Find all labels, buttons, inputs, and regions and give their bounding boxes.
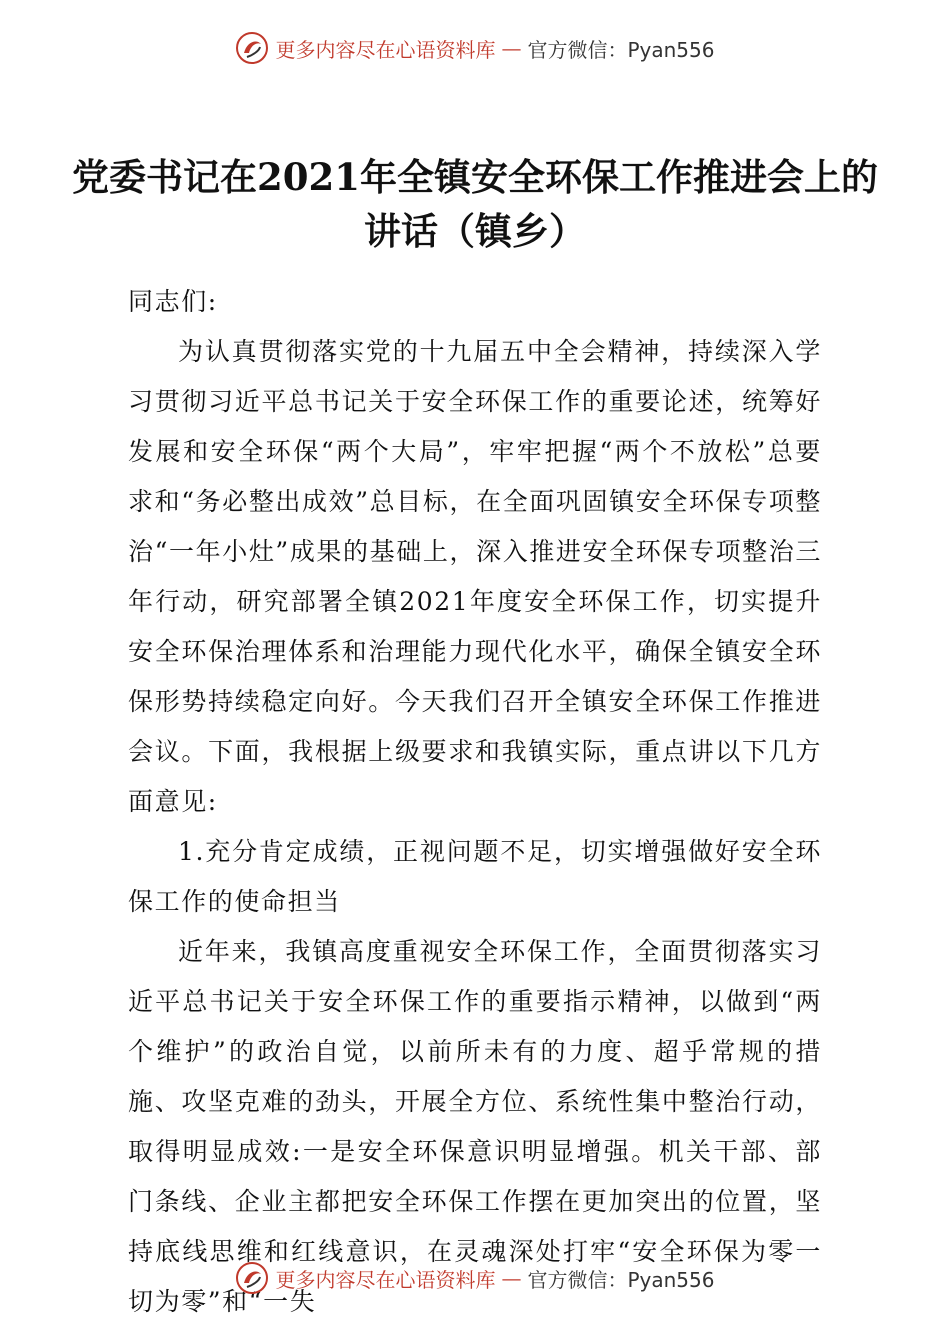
watermark-wechat-text: 官方微信：Pyan556 [527,37,715,62]
paragraph-achievements: 近年来，我镇高度重视安全环保工作，全面贯彻落实习近平总书记关于安全环保工作的重要指示精神，以做到“两个维护”的政治自觉，以前所未有的力度、超乎常规的措施、攻坚克难的劲头，开展全方位、系统性集中整治行动，取得明显成效:一是安全环保意识明显增强。机关干部、部门条线、企业主都把安全环保工作摆在更加突出的位置，坚持底线思维和红线意识，在灵魂深处打牢“安全环保为零一切为零”和“一失 [128,937,822,1316]
watermark-brand-text: 更多内容尽在心语资料库 [275,1267,496,1292]
header-watermark [0,28,950,68]
swirl-logo-icon [235,31,269,65]
watermark-wechat-text: 官方微信：Pyan556 [527,1267,715,1292]
swirl-logo-icon [235,1261,269,1295]
paragraph-intro: 为认真贯彻落实党的十九届五中全会精神，持续深入学习贯彻习近平总书记关于安全环保工作的重要论述，统筹好发展和安全环保“两个大局”，牢牢把握“两个不放松”总要求和“务必整出成效”总目标，在全面巩固镇安全环保专项整治“一年小灶”成果的基础上，深入推进安全环保专项整治三年行动，研究部署全镇2021年度安全环保工作，切实提升安全环保治理体系和治理能力现代化水平，确保全镇安全环保形势持续稳定向好。今天我们召开全镇安全环保工作推进会议。下面，我根据上级要求和我镇实际，重点讲以下几方面意见: [128,337,822,816]
salutation: 同志们: [128,287,218,316]
watermark-brand-text: 更多内容尽在心语资料库 [275,37,496,62]
document-body [128,277,822,1327]
watermark-dash: — [501,36,522,60]
watermark-dash: — [501,1266,522,1290]
document-title: 党委书记在2021年全镇安全环保工作推进会上的讲话（镇乡） [72,155,878,253]
footer-watermark [0,1258,950,1298]
section-heading-1: 1.充分肯定成绩，正视问题不足，切实增强做好安全环保工作的使命担当 [128,837,822,916]
